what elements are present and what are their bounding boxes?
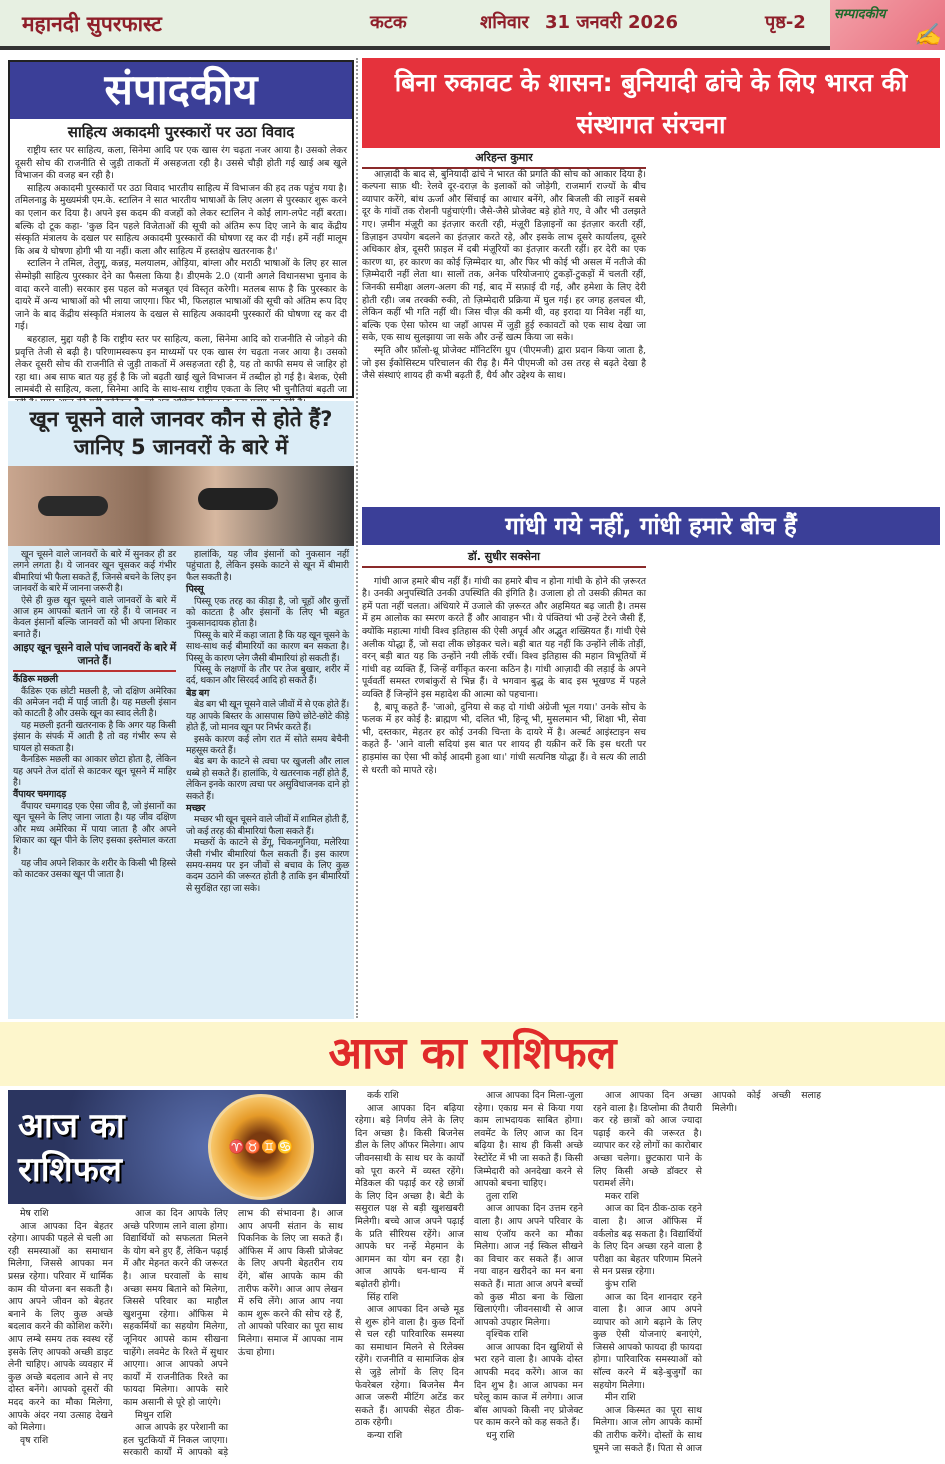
paper-name: महानदी सुपरफास्ट	[22, 12, 162, 36]
sign-name: मीन राशि	[605, 1392, 636, 1404]
sign-singh	[355, 1292, 464, 1431]
masthead	[0, 0, 945, 50]
paragraph: पिस्सू एक तरह का कीड़ा है, जो चूहों और कुत्तों को काटता है और इंसानों के लिए भी बहुत नुकसानदायक होता है।	[186, 595, 349, 630]
leech-title-2: जानिए 5 जानवरों के बारे में	[74, 435, 288, 459]
paragraph: खून चूसने वाले जानवरों के बारे में सुनकर ही डर लगने लगता है। ये जानवर खून चूसकर कई गंभीर बीमारियां भी फैला सकते हैं, जिनसे बचने के लिए इन जानवरों के बारे में जानना जरूरी है।	[13, 549, 176, 595]
day: शनिवार	[480, 12, 529, 33]
section-heading: वैंपायर चमगादड़	[13, 789, 66, 801]
editorial-body	[10, 145, 352, 395]
sign-text: आज किस्मत का पूरा साथ मिलेगा। आज लोग आपके कामों की तारीफ करेंगे। दोस्तों के साथ घूमने जा सकते हैं। पिता से आज आपको कोई अच्छी सलाह मिलेगी।	[593, 1090, 821, 1454]
paragraph: ऐसे ही कुछ खून चूसने वाले जानवरों के बारे में आज हम आपको बताने जा रहे हैं। ये जानवर न केवल इंसानों बल्कि जानवरों को भी अपना शिकार बनाते हैं।	[13, 594, 176, 640]
sign-name: धनु राशि	[486, 1430, 515, 1442]
paragraph: साहित्य अकादमी पुरस्कारों पर उठा विवाद भारतीय साहित्य में विभाजन की हद तक पहुंच गया है। तमिलनाडु के मुख्यमंत्री एम.के. स्टालिन ने सात भारतीय भाषाओं के लिए अलग से पुरस्कार शुरू करने का एलान कर दिया है। अपने इस कदम की वजहों को लेकर स्टालिन ने कोई लाग-लपेट नहीं बरता। बल्कि दो टूक कहा- 'कुछ दिन पहले विजेताओं की सूची को अंतिम रूप दिए जाने के बाद केंद्रीय संस्कृति मंत्रालय के दखल पर साहित्य अकादमी पुरस्कारों की घोषणा रद्द कर दी गई। हमें नहीं मालूम कि अब ये घोषणा होगी भी या नहीं। कला और साहित्य में हस्तक्षेप खतरनाक है।'	[15, 182, 347, 257]
column-divider	[356, 58, 358, 1018]
paragraph: यह मछली इतनी खतरनाक है कि अगर यह किसी इंसान के संपर्क में आती है तो वह गंभीर रूप से घायल हो सकता है।	[13, 719, 176, 754]
paragraph: आज़ादी के बाद से, बुनियादी ढांचे ने भारत की प्रगति की सोच को आकार दिया है। कल्पना साफ़ थी: रेलवे दूर-दराज़ के इलाकों को जोड़ेगी, राजमार्ग राज्यों के बीच व्यापार करेंगे, बांध ऊर्जा और सिंचाई का आधार बनेंगे, और बिजली की लाइनें सबसे दूर के गांवों तक रोशनी पहुंचाएंगी। जैसे-जैसे प्रोजेक्ट बड़े होते गए, वे और भी उलझते गए। ज़मीन मंज़ूरी का इंतज़ार करती रही, मंज़ूरी डिज़ाइनों का इंतज़ार करती रहीं, डिज़ाइन उपयोग बदलने का इंतज़ार करते रहे, और इसके लाभ दूसरे कार्यालय, दूसरे अधिकार क्षेत्र, दूसरी फ़ाइल में दबी मंज़ूरियों का इंतज़ार करती रहीं। हर देरी का एक कारण था, हर कारण का कोई ज़िम्मेदार था, और फिर भी कोई भी असल में नतीजे की ज़िम्मेदारी नहीं लेता था। सालों तक, अनेक परियोजनाएं टुकड़ों-टुकड़ों में चलती रहीं, जिनकी समीक्षा अलग-अलग की गई, बाद में सफ़ाई दी गई, और हमेशा के लिए देरी होती रही। जब तरक्की रुकी, तो ज़िम्मेदारी प्रक्रिया में घुल गई। हर जगह हलचल थी, लेकिन कहीं भी गति नहीं थी। जिस चीज़ की कमी थी, वह इरादा या निवेश नहीं था, बल्कि एक ऐसा फोरम था जहाँ आपस में जुड़ी हुई रुकावटों को एक साथ देखा जा सके, एक साथ सुलझाया जा सके और उन्हें खत्म किया जा सके।	[362, 168, 646, 344]
paragraph: कैंडिरू एक छोटी मछली है, जो दक्षिण अमेरिका की अमेजन नदी में पाई जाती है। यह मछली इंसान को काटती है और उसके खून का स्वाद लेती है।	[13, 685, 176, 720]
zodiac-wheel-icon: ♈♉♊♋	[208, 1094, 314, 1200]
rashifal-columns-left	[8, 1208, 343, 1460]
sign-name: मिथुन राशि	[135, 1409, 172, 1421]
sign-text: आज का दिन आपके लिए अच्छे परिणाम लाने वाला होगा। विद्यार्थियों को सफलता मिलने के योग बने हुए हैं, लेकिन पढ़ाई में और मेहनत करने की जरूरत है। आज घरवालों के साथ अच्छा समय बिताने को मिलेगा, जिससे परिवार का माहौल खुशनुमा रहेगा। ऑफिस मे सहकर्मियों का सहयोग मिलेगा, जूनियर आपसे काम सीखना चाहेंगे। लवमेट के रिश्ते में सुधार आएगा। आज आपको अपने कार्यों में राजनीतिक रिश्ते का फायदा मिलेगा। आपके सारे काम असानी से पूरे हो जाएंगे।	[123, 1208, 228, 1408]
sign-makar	[593, 1191, 702, 1279]
section-heading: बेड बग	[186, 687, 210, 699]
paragraph: बेड बग के काटने से त्वचा पर खुजली और लाल धब्बे हो सकते हैं। हालांकि, ये खतरनाक नहीं होते हैं, लेकिन इनके कारण त्वचा पर असुविधाजनक दाने हो सकते हैं।	[186, 756, 349, 802]
sign-text: आज आपका दिन खुशियों से भरा रहने वाला है। आपके दोस्त आपकी मदद करेंगे। आज का दिन शुभ है। आज आपका मन घरेलू काम काज में लगेगा। आज बॉस आपको किसी नए प्रोजेक्ट पर काम करने को कह सकते हैं।	[474, 1341, 583, 1429]
sign-tula	[474, 1191, 583, 1330]
paragraph: बेड बग भी खून चूसने वाले जीवों में से एक होते हैं। यह आपके बिस्तर के आसपास छिपे छोटे-छोटे कीड़े होते हैं, जो मानव खून पर निर्भर करते हैं।	[186, 699, 349, 734]
sign-text: आज आपका दिन उत्तम रहने वाला है। आप अपने परिवार के साथ एंजॉय करने का मौका मिलेगा। आज नई स्किल सीखने का विचार कर सकते हैं। आज नया वाहन खरीदने का मन बना सकते हैं। माता आज अपने बच्चों को कुछ मीठा बना के खिला खिलाएंगी। जीवनसाथी से आज आपको उपहार मिलेगा।	[474, 1203, 583, 1328]
paragraph: राष्ट्रीय स्तर पर साहित्य, कला, सिनेमा आदि पर एक खास रंग चढ़ता नजर आया है। उसको लेकर दूसरी सोच की राजनीति से जुड़ी ताकतों में असहजता रही है। उससे चौड़ी होती गई खाई अब खुले विभाजन की वजह बन रही है।	[15, 145, 347, 182]
sign-name: मकर राशि	[605, 1190, 639, 1202]
paragraph: गांधी आज हमारे बीच नहीं हैं। गांधी का हमारे बीच न होना गांधी के होने की ज़रूरत है। उनकी अनुपस्थिति उनकी उपस्थिति की इंगिति है। उजाला हो तो उसकी क़ीमत का हमें पता नहीं चलता। अंधियारे में उजाले की ज़रूरत और अहमियत बढ़ जाती है। तमस में हम आलोक का स्मरण करते हैं और आवाहन भी। ये पंक्तियां भी उन्हें टेरने जैसी हैं, क्योंकि महात्मा गांधी विश्व इतिहास की ऐसी अपूर्व और अद्भुत शख्सियत हैं। गांधी ऐसे अलीक योद्धा हैं, जो सदा लीक छोड़कर चले। बड़ी बात यह नहीं कि उन्होंने लीकें तोड़ीं, वरन् बड़ी बात यह कि उन्होंने नयी लीकें रचीं। विश्व इतिहास की महान विभूतियों में गांधी वह व्यक्ति हैं, जिन्हें वर्गीकृत करना कठिन है। गांधी आज़ादी की लड़ाई के अपने पूर्ववर्ती समस्त रणबांकुरों से भिन्न हैं। वे भगवान बुद्ध के बाद इस भूखण्ड में पहले व्यक्ति हैं जिन्होंने इस महादेश की आत्मा को पहचाना।	[362, 575, 646, 700]
section-heading: मच्छर	[186, 802, 206, 814]
logo-text: सम्पादकीय	[834, 7, 886, 22]
infra-article	[362, 58, 940, 500]
paragraph: हालांकि, यह जीव इंसानों को नुकसान नहीं पहुंचाता है, लेकिन इसके काटने से खून में बीमारी फैल सकती है।	[186, 549, 349, 583]
infra-body	[362, 148, 940, 494]
rashifal-image-text: आज का राशिफल	[18, 1106, 125, 1190]
leech-article	[8, 401, 354, 1019]
sign-name: तुला राशि	[486, 1190, 518, 1202]
sign-name: मेष राशि	[20, 1208, 49, 1219]
page-number: पृष्ठ-2	[765, 12, 806, 33]
author-byline: डॉ. सुधीर सक्सेना	[362, 551, 646, 568]
sign-name: वृश्चिक राशि	[486, 1329, 528, 1341]
paragraph: इसके कारण कई लोग रात में सोते समय बेचैनी महसूस करते हैं।	[186, 733, 349, 756]
rashifal-image	[8, 1090, 346, 1204]
paragraph: बहरहाल, मुद्दा यही है कि राष्ट्रीय स्तर पर साहित्य, कला, सिनेमा आदि को राजनीति से जोड़ने की प्रवृत्ति तेजी से बढ़ी है। परिणामस्वरूप इन माध्यमों पर एक खास रंग चढ़ता नजर आया है। उसको लेकर दूसरी सोच की राजनीति से जुड़ी ताकतों में असहजता रही है, यह तो काफी समय से जाहिर हो रहा था। अब साफ बात यह हुई है कि जो बढ़ती खाई खुले विभाजन में तब्दील हो गई है। बेशक, ऐसी लामबंदी से साहित्य, कला, सिनेमा आदि के साथ-साथ राष्ट्रीय एकता के लिए भी चुनौतियां बढ़ती जा	[15, 333, 347, 396]
sign-text: आज आपका दिन अच्छा रहने वाला है। डिप्लोमा की तैयारी कर रहे छात्रों को आज ज्यादा पढ़ाई करने की जरूरत है। व्यापार कर रहे लोगों का कारोबार अच्छा चलेगा। छुटकारा पाने के लिए किसी अच्छे डॉक्टर से परामर्श लेंगे।	[593, 1090, 702, 1190]
leech-callout: आइए खून चूसने वाले पांच जानवरों के बारे में जानते हैं।	[13, 640, 176, 672]
sign-kumbh	[593, 1279, 702, 1392]
sign-text: आज आपके हर परेशानी का हल चुटकियों में निकल जाएगा। सरकारी कार्यों में आपको बड़े लाभ की संभावना है। आज आप अपनी संतान के साथ पिकनिक के लिए जा सकते हैं। ऑफिस में आप किसी प्रोजेक्ट के लिए अपनी बेहतरीन राय देंगे, बॉस आपके काम की तारीफ करेंगे। आज आप लेखन में रुचि लेंगे। आज आप नया काम शुरू करने की सोच रहे हैं, तो आपको परिवार का पूरा साथ मिलेगा। समाज में आपका नाम ऊंचा होगा।	[123, 1208, 343, 1459]
gandhi-body	[362, 545, 940, 1015]
paragraph: यह जीव अपने शिकार के शरीर के किसी भी हिस्से को काटकर उसका खून पी जाता है।	[13, 857, 176, 881]
leech-icon	[38, 496, 108, 516]
sign-text: आज का दिन ठीक-ठाक रहने वाला है। आज ऑफिस में वर्कलोड बढ़ सकता है। विद्यार्थियों के लिए दिन अच्छा रहने वाला है परीक्षा का बेहतर परिणाम मिलने से मन प्रसन्न रहेगा।	[593, 1203, 702, 1278]
pen-icon: ✍	[913, 22, 941, 48]
paragraph: है, बापू कहते हैं- 'जाओ, दुनिया से कह दो गांधी अंग्रेजी भूल गया।' उनके सोच के फलक में हर कोई है: ब्राह्मण भी, दलित भी, हिन्दू भी, मुसलमान भी, शिक्षा भी, सेवा भी, दस्तकार, मेहतर हर कोई उनकी चिन्ता के दायरे में है। अल्बर्ट आइंस्टाइन सच कहते हैं- 'आने वाली सदियां इस बात पर शायद ही यक़ीन करें कि इस धरती पर हाड़मांस का ऐसा भी कोई आदमी हुआ था।' गांधी सत्यनिष्ठ योद्धा हैं। वे सत्य की लाठी से धरती को मापते रहे।	[362, 701, 646, 776]
sign-name: कर्क राशि	[367, 1090, 399, 1101]
gandhi-title: गांधी गये नहीं, गांधी हमारे बीच हैं	[362, 507, 940, 545]
sign-text: आज का दिन शानदार रहने वाला है। आज आप अपने व्यापार को आगे बढ़ाने के लिए कुछ ऐसी योजनाएं बनाएंगे, जिससे आपको फायदा ही फायदा होगा। पारिवारिक समस्याओं को सॉल्व करने में बड़े-बुजुर्गों का सहयोग मिलेगा।	[593, 1291, 702, 1391]
infra-title: बिना रुकावट के शासन: बुनियादी ढांचे के लिए भारत की संस्थागत संरचना	[362, 58, 940, 148]
sign-text: आज आपका दिन बढ़िया रहेगा। बड़े निर्णय लेने के लिए दिन अच्छा है। किसी बिजनेस डील के लिए ऑफर मिलेगा। आप जीवनसाथी के साथ घर के कार्यों को पूरा करने में व्यस्त रहेंगे। मेडिकल की पढ़ाई कर रहे छात्रों के लिए दिन अच्छा है। बेटी के ससुराल पक्ष से बड़ी खुशखबरी मिलेगी। बच्चे आज अपने पढ़ाई के प्रति सीरियस रहेंगे। आज आपके घर नन्हें मेहमान के आगमन का योग बन रहा है। आज आपके धन-धान्य में बढ़ोतरी होगी।	[355, 1102, 464, 1290]
paragraph: कैनडिरू मछली का आकार छोटा होता है, लेकिन यह अपने तेज दांतों से काटकर खून चूसने में माहिर है।	[13, 754, 176, 788]
leech-body	[8, 546, 354, 1019]
sign-name: सिंह राशि	[367, 1291, 399, 1303]
sign-mesh	[8, 1208, 113, 1435]
section-heading: कैंडिरू मछली	[13, 674, 58, 686]
rashifal-banner: आज का राशिफल	[0, 1022, 945, 1086]
sampadkiya-logo	[830, 0, 945, 50]
paragraph: पिस्सू के लक्षणों के तौर पर तेज बुखार, शरीर में दर्द, थकान और सिरदर्द आदि हो सकते हैं।	[186, 664, 349, 687]
leech-photo	[8, 466, 354, 546]
author-byline: अरिहन्त कुमार	[362, 152, 646, 169]
paragraph: पिस्सू के बारे में कहा जाता है कि यह खून चूसने के साथ-साथ कई बीमारियों का कारण बन सकता है। पिस्सू के कारण प्लेग जैसी बीमारियां हो सकती हैं।	[186, 629, 349, 664]
paragraph: वैंपायर चमगादड़ एक ऐसा जीव है, जो इंसानों का खून चूसने के लिए जाना जाता है। यह जीव दक्षिण और मध्य अमेरिका में पाया जाता है और अपने शिकार का खून पीने के लिए इसका इस्तेमाल करता है।	[13, 800, 176, 858]
sign-name: कन्या राशि	[367, 1430, 403, 1442]
paragraph: स्मृति और फ़ॉलो-थ्रू प्रोजेक्ट मॉनिटरिंग ग्रुप (पीएमजी) द्वारा प्रदान किया जाता है, जो इस ईकोसिस्टम परिचालन की रीढ़ है। मैंने पीएमजी को उस तरह से बढ़ते देखा है जैसे संस्थाएं शायद ही कभी बढ़ती हैं, धैर्य और उद्देश्य के साथ।	[362, 344, 646, 382]
leech-icon	[198, 488, 278, 510]
sign-text: आज आपका दिन मिला-जुला रहेगा। एकाग्र मन से किया गया काम लाभदायक साबित होगा। लवमेंट के लिए आज का दिन बढ़िया है। साथ ही किसी अच्छे रेस्टोरेंट में भी जा सकते हैं। किसी जिम्मेदारी को अनदेखा करने से आपको बचना चाहिए।	[474, 1090, 583, 1190]
rashifal-columns-right	[355, 1090, 940, 1460]
sign-name: वृष राशि	[20, 1434, 49, 1446]
paragraph: मच्छरों के काटने से डेंगू, चिकनगुनिया, मलेरिया जैसी गंभीर बीमारियां फैल सकती हैं। इस कारण समय-समय पर इन जीवों से बचाव के लिए कुछ कदम उठाने की जरूरत होती है ताकि इन बीमारियों से सुरक्षित रहा जा सके।	[186, 837, 349, 894]
editorial-banner: संपादकीय	[10, 62, 352, 119]
sign-text: आज आपका दिन बेहतर रहेगा। आपकी पहले से चली आ रही समस्याओं का समाधान मिलेगा, जिससे आपका मन प्रसन्न रहेगा। परिवार में धार्मिक काम की योजना बन सकती है। आप अपने जीवन को बेहतर बनाने के लिए कुछ अच्छे बदलाव करने की कोशिश करेंगे। आप लम्बे समय तक स्वस्थ रहें इसके लिए आपको अच्छी डाइट लेनी चाहिए। आपके व्यवहार में कुछ अच्छे बदलाव आने से नए दोस्त बनेंगे। आपको दूसरों की मदद करने का मौका मिलेगा, आपके अंदर नया उत्साह देखने को मिलेगा।	[8, 1220, 113, 1434]
sign-name: कुंभ राशि	[605, 1278, 637, 1290]
paragraph: मच्छर भी खून चूसने वाले जीवों में शामिल होती हैं, जो कई तरह की बीमारियां फैला सकते हैं।	[186, 814, 349, 837]
date: 31 जनवरी 2026	[545, 12, 679, 33]
paragraph: स्टालिन ने तमिल, तेलुगू, कन्नड़, मलयालम, ओड़िया, बांग्ला और मराठी भाषाओं के लिए हर साल सेम्मोझी साहित्य पुरस्कार देने का फैसला किया है। डीएमके 2.0 (यानी अगले विधानसभा चुनाव के वादा करने वाली) सरकार इस पहल को मजबूत एवं विस्तृत करेगी। मतलब साफ है कि पुरस्कार के दायरे में अन्य भाषाओं को भी लाया जाएगा। फिर भी, फिलहाल भाषाओं की सूची को अंतिम रूप दिए जाने के बाद केंद्रीय संस्कृति मंत्रालय के दखल से साहित्य अकादमी पुरस्कारों की घोषणा रद्द कर दी गई।	[15, 258, 347, 333]
sign-vrishchik	[474, 1329, 583, 1430]
city: कटक	[370, 12, 407, 33]
editorial-title: साहित्य अकादमी पुरस्कारों पर उठा विवाद	[67, 123, 295, 141]
sign-kark	[355, 1090, 464, 1292]
leech-title-1: खून चूसने वाले जानवर कौन से होते हैं?	[29, 407, 333, 431]
gandhi-article	[362, 507, 940, 1017]
editorial-box	[8, 60, 354, 398]
section-heading: पिस्सू	[186, 584, 204, 596]
sign-text: आज आपका दिन अच्छे मूड से शुरू होने वाला है। कुछ दिनों से चल रही पारिवारिक समस्या का समाधान मिलने से रिलेक्स रहेंगे। राजनीति व सामाजिक क्षेत्र से जुड़े लोगों के लिए दिन फेवरेबल रहेगा। बिजनेस मैन आज जरूरी मीटिंग अटेंड कर सकते हैं। आपकी सेहत ठीक-ठाक रहेगी।	[355, 1304, 464, 1429]
